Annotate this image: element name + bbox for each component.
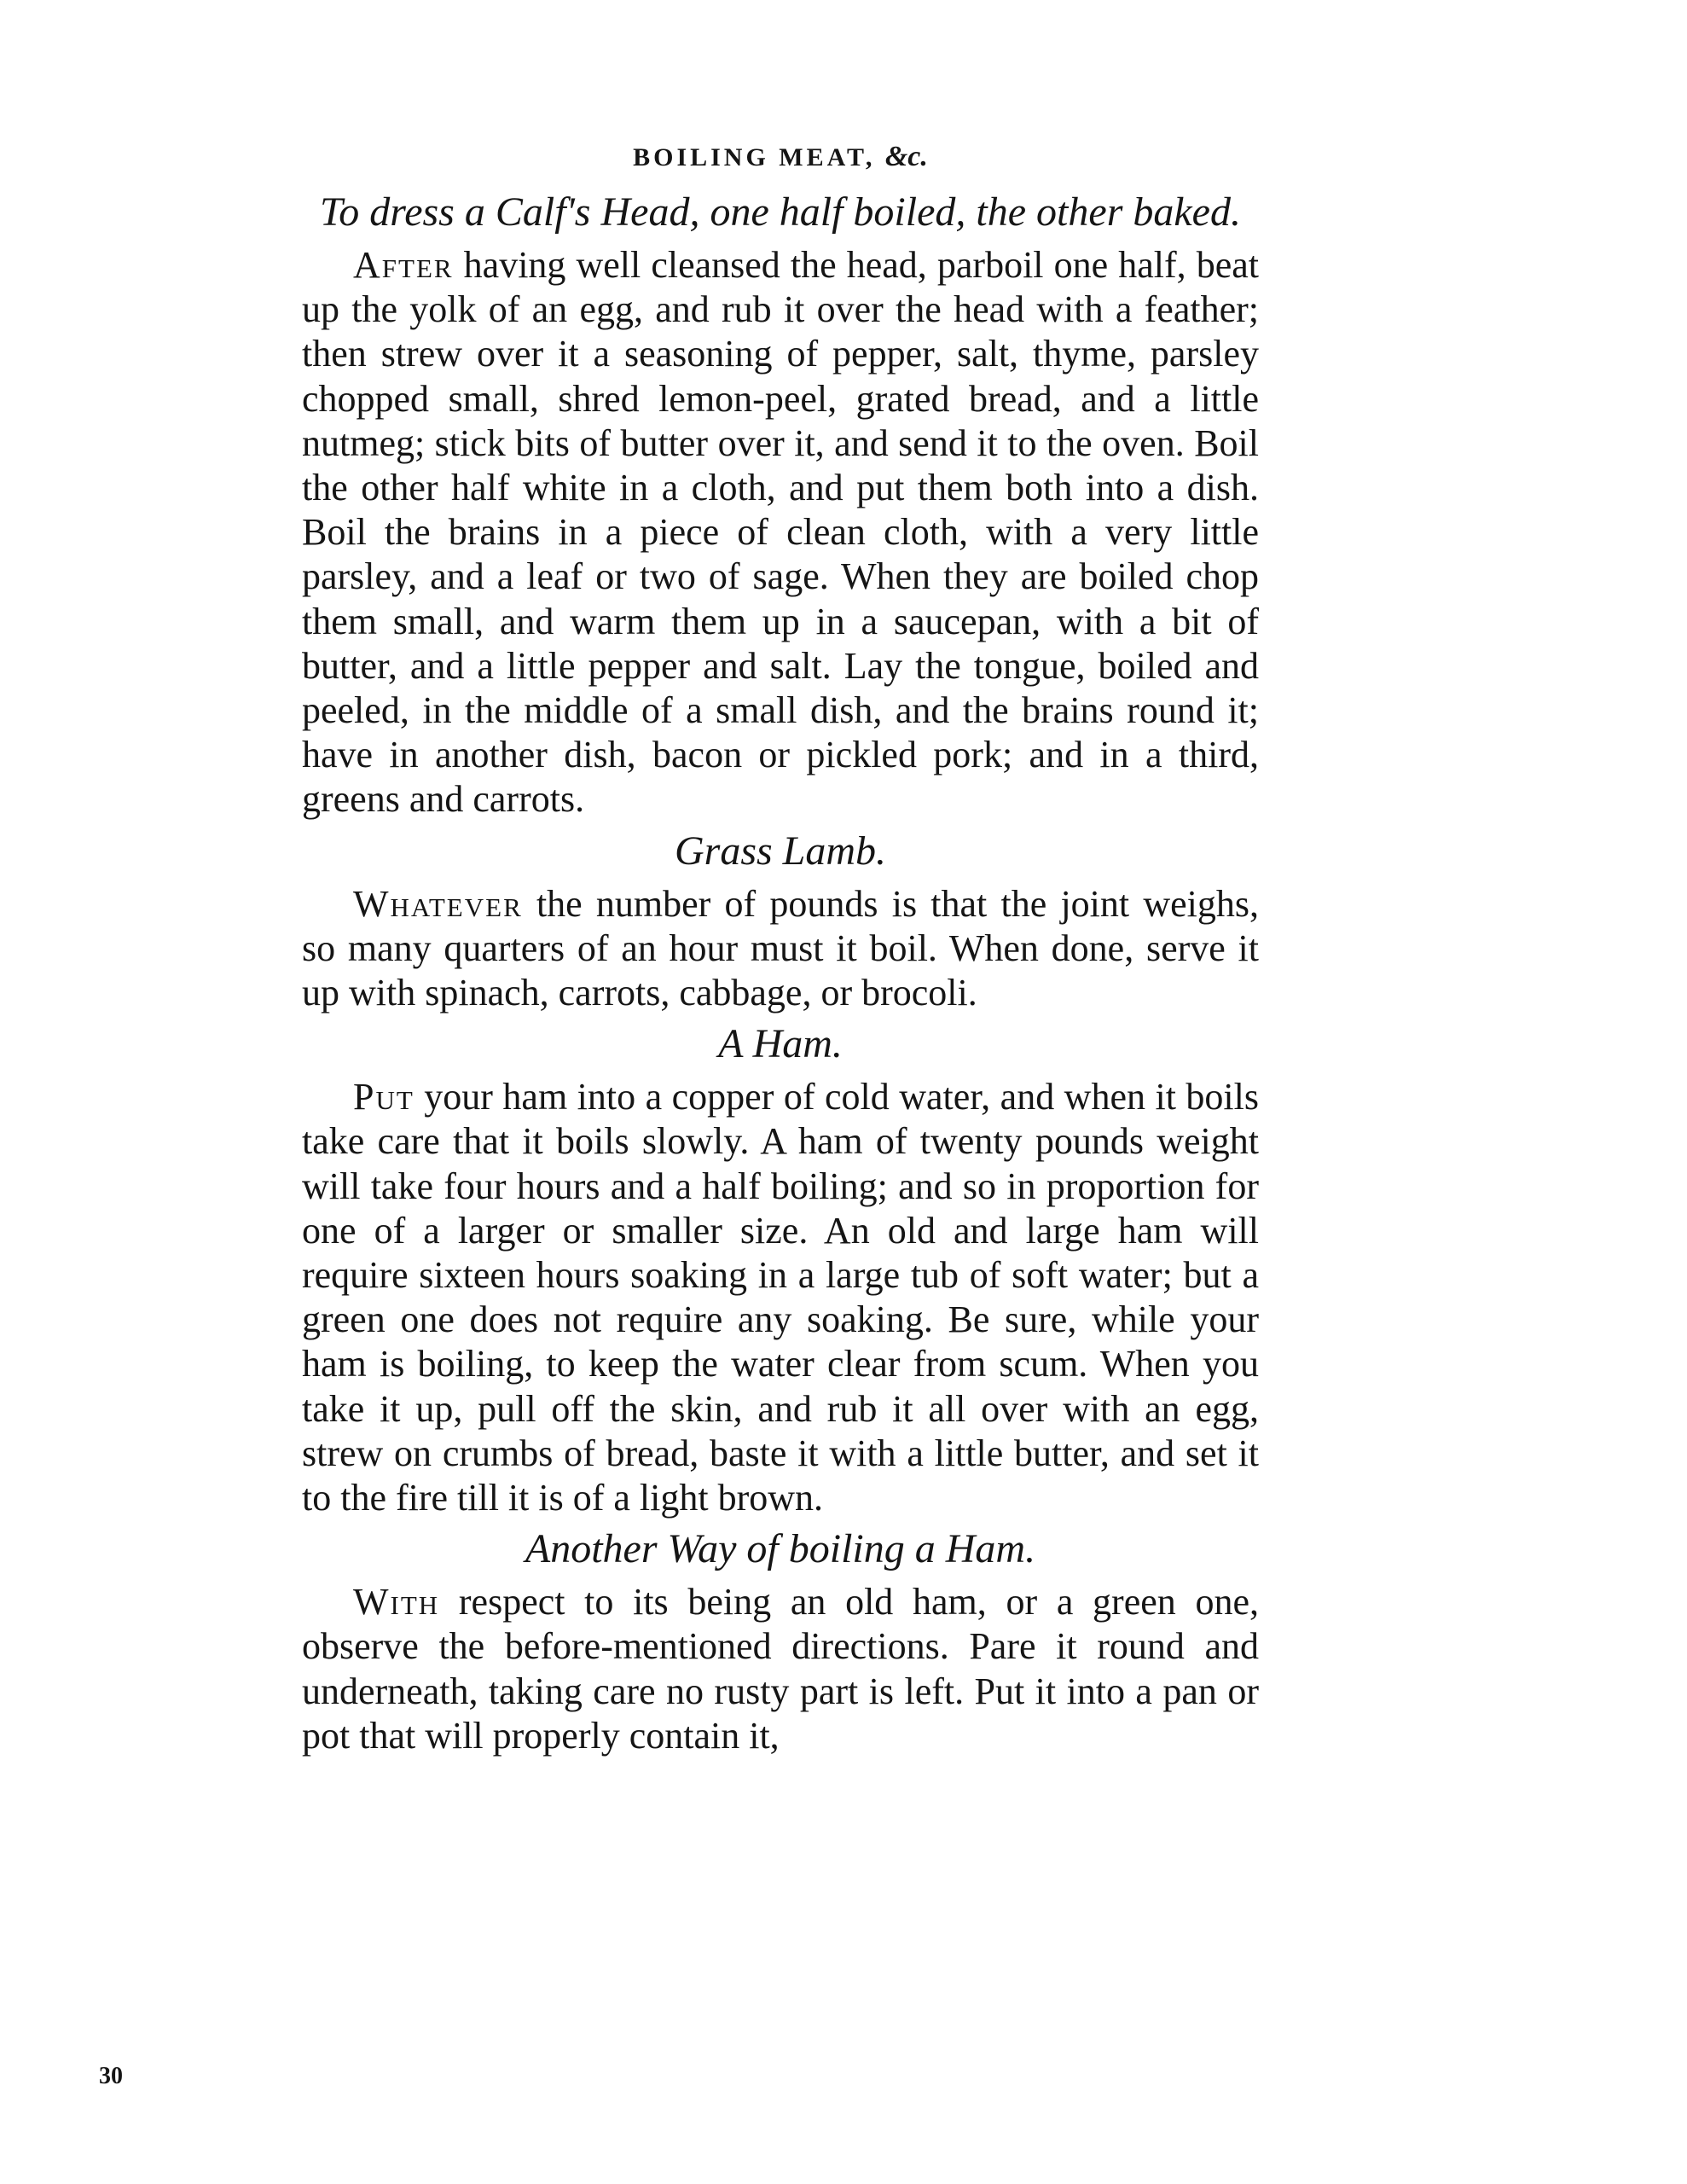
paragraph-a-ham bbox=[302, 1075, 1259, 1520]
running-head bbox=[302, 136, 1259, 178]
paragraph-another-way-ham bbox=[302, 1580, 1259, 1758]
paragraph-calfs-head bbox=[302, 243, 1259, 822]
section-title-a-ham: A Ham. bbox=[718, 1021, 843, 1067]
paragraph-text: respect to its being an old ham, or a green one, observe the before-mentioned directions. Pare it round and underneath, taking care no rusty part is left. Put it into a pan or pot that will properly contain it, bbox=[302, 1581, 1259, 1757]
section-title-calfs-head: To dress a Calf's Head, one half boiled, the other baked. bbox=[320, 189, 1241, 235]
paragraph-grass-lamb bbox=[302, 882, 1259, 1016]
page-number: 30 bbox=[99, 2063, 123, 2089]
paragraph-text: having well cleansed the head, parboil one half, beat up the yolk of an egg, and rub it over the head with a feather; then strew over it a seasoning of pepper, salt, thyme, parsley chopped small, shred lemon-peel, grated bread, and a little nutmeg; stick bits of butter over it, and send it to the oven. Boil the other half white in a cloth, and put them both into a dish. Boil the brains in a piece of clean cloth, with a very little parsley, and a leaf or two of sage. When they are boiled chop them small, and warm them up in a saucepan, with a bit of butter, and a little pepper and salt. Lay the tongue, boiled and peeled, in the middle of a small dish, and the brains round it; have in another dish, bacon or pickled pork; and in a third, greens and carrots. bbox=[302, 244, 1259, 821]
running-head-text: BOILING MEAT, bbox=[633, 143, 876, 171]
section-title-another-way-ham: Another Way of boiling a Ham. bbox=[525, 1526, 1036, 1572]
text-column bbox=[302, 136, 1259, 1763]
paragraph-lead-word: After bbox=[353, 244, 454, 286]
section-title-grass-lamb: Grass Lamb. bbox=[674, 828, 887, 874]
paragraph-lead-word: Put bbox=[353, 1076, 415, 1118]
paragraph-lead-word: Whatever bbox=[353, 882, 523, 925]
paragraph-text: your ham into a copper of cold water, and when it boils take care that it boils slowly. A ham of twenty pounds weight will take four hours and a half boiling; and so in proportion for one of a larger or smaller size. An old and large ham will require sixteen hours soaking in a large tub of soft water; but a green one does not require any soaking. Be sure, while your ham is boiling, to keep the water clear from scum. When you take it up, pull off the skin, and rub it all over with an egg, strew on crumbs of bread, baste it with a little butter, and set it to the fire till it is of a light brown. bbox=[302, 1076, 1259, 1519]
paragraph-text: the number of pounds is that the joint weighs, so many quarters of an hour must it boil. When done, serve it up with spinach, carrots, cabbage, or brocoli. bbox=[302, 882, 1259, 1014]
running-head-etc: &c. bbox=[884, 141, 928, 172]
paragraph-lead-word: With bbox=[353, 1581, 440, 1623]
